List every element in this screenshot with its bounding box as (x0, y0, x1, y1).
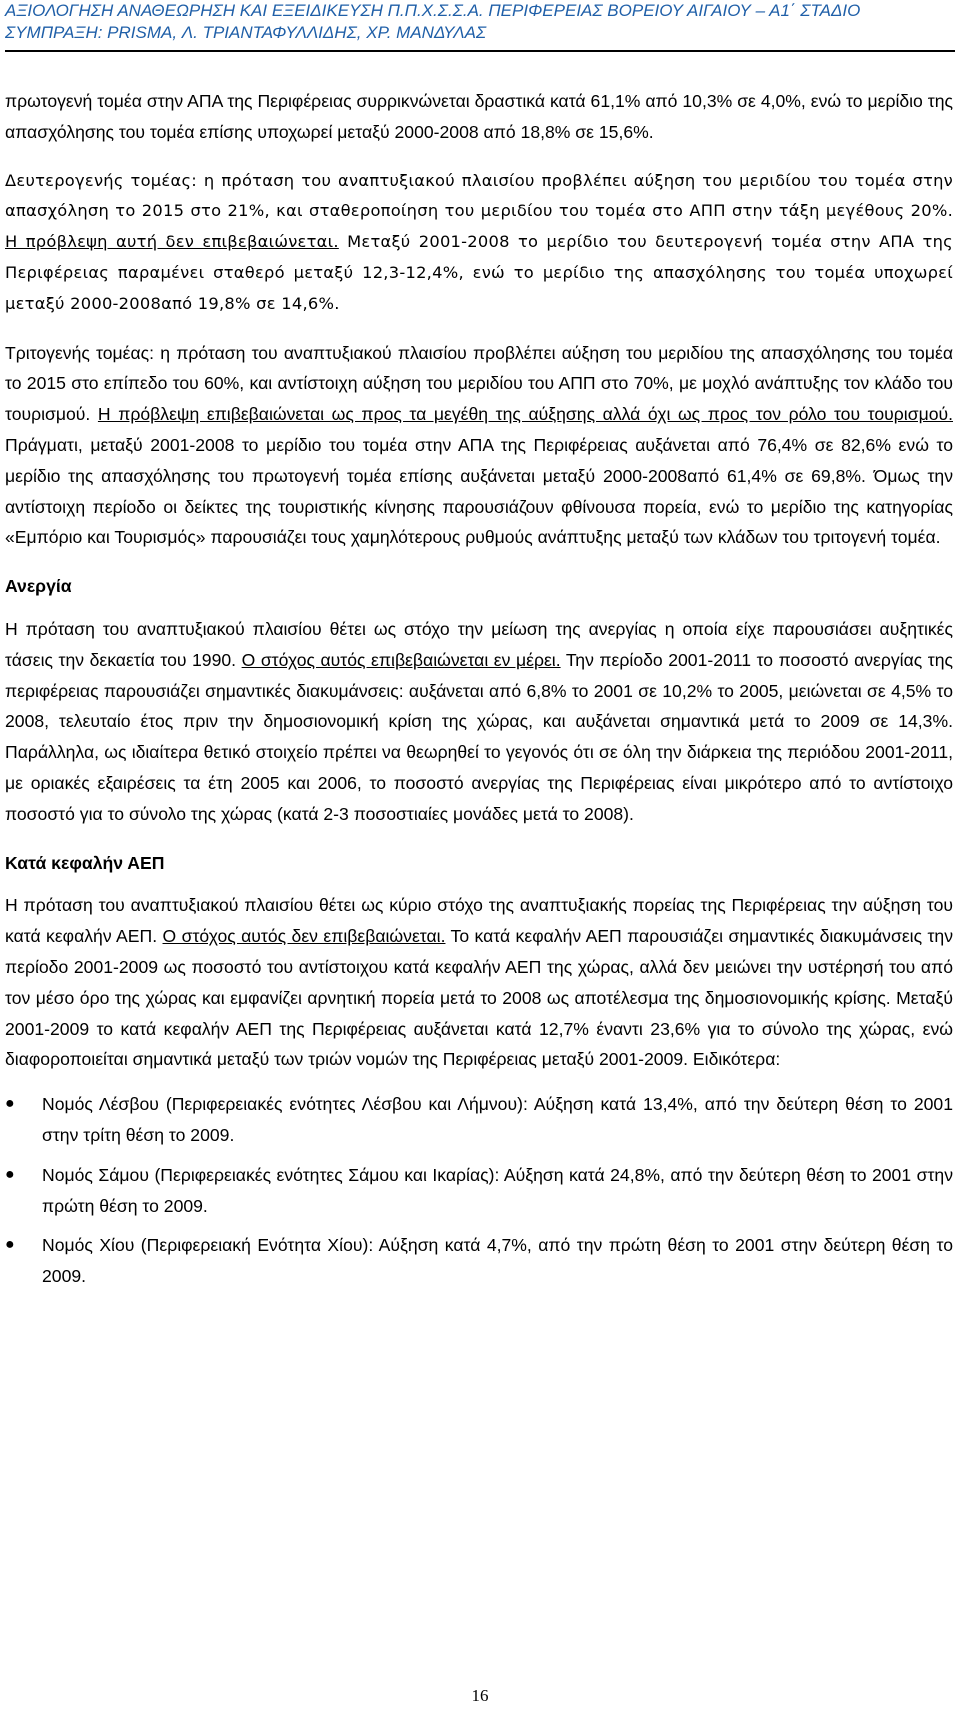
paragraph-text: Τριτογενής τομέας: η πρόταση του αναπτυξιακού πλαισίου προβλέπει αύξηση του μεριδίου της απασχόλησης του τομέα το 2015 στο επίπεδο του 60%, και αντίστοιχη αύξηση του μεριδίου του ΑΠΠ στο 70%, με μοχλό ανάπτυξης τον κλάδο του τουρισμού. (5, 342, 953, 425)
paragraph-text: Μεταξύ 2001-2008 το μερίδιο του δευτερογενή τομέα στην ΑΠΑ της Περιφέρειας παραμένει σταθερό μεταξύ 12,3-12,4%, ενώ το μερίδιο της απασχόλησης του τομέα υποχωρεί μεταξύ 2000-2008από 19,8% σε 14,6%. (5, 232, 953, 313)
paragraph-gdp (5, 890, 953, 1075)
page-number: 16 (471, 1686, 489, 1705)
paragraph-primary-sector (5, 86, 953, 148)
underlined-conclusion: Η πρόβλεψη αυτή δεν επιβεβαιώνεται. (5, 232, 339, 252)
header-title: ΑΞΙΟΛΟΓΗΣΗ ΑΝΑΘΕΩΡΗΣΗ ΚΑΙ ΕΞΕΙΔΙΚΕΥΣΗ Π.Π.Χ.Σ.Σ.Α. ΠΕΡΙΦΕΡΕΙΑΣ ΒΟΡΕΙΟΥ ΑΙΓΑΙΟΥ – Α1΄ ΣΤΑΔΙΟ (5, 1, 861, 20)
section-heading-unemployment: Ανεργία (5, 576, 72, 597)
header-rule (5, 50, 955, 52)
document-body (5, 86, 953, 1301)
bullet-icon: ● (5, 1236, 15, 1254)
paragraph-text: πρωτογενή τομέα στην ΑΠΑ της Περιφέρειας συρρικνώνεται δραστικά κατά 61,1% από 10,3% σε 4,0%, ενώ το μερίδιο της απασχόλησης του τομέα επίσης υποχωρεί μεταξύ 2000-2008 από 18,8% σε 15,6%. (5, 91, 953, 142)
section-heading-gdp: Κατά κεφαλήν ΑΕΠ (5, 852, 165, 873)
bullet-icon: ● (5, 1165, 15, 1183)
paragraph-secondary-sector (5, 166, 953, 320)
paragraph-text: Η πρόταση του αναπτυξιακού πλαισίου θέτει ως κύριο στόχο της αναπτυξιακής πορείας της Περιφέρειας την αύξηση του κατά κεφαλήν ΑΕΠ. (5, 895, 953, 947)
bullet-list (5, 1089, 953, 1292)
paragraph-unemployment (5, 614, 953, 830)
paragraph-text: Πράγματι, μεταξύ 2001-2008 το μερίδιο του τομέα στην ΑΠΑ της Περιφέρειας αυξάνεται από 76,4% σε 82,6% ενώ το μερίδιο της απασχόλησης του πρωτογενή τομέα επίσης αυξάνεται μεταξύ 2000-2008από 61,4% σε 69,8%. Όμως την αντίστοιχη περίοδο οι δείκτες της τουριστικής κίνησης παρουσιάζουν φθίνουσα πορεία, ενώ το μερίδιο της κατηγορίας «Εμπόριο και Τουρισμός» παρουσιάζει τους χαμηλότερους ρυθμούς ανάπτυξης μεταξύ των κλάδων του τριτογενή τομέα. (5, 434, 953, 548)
list-item (5, 1160, 953, 1222)
list-item-text: Νομός Λέσβου (Περιφερειακές ενότητες Λέσβου και Λήμνου): Αύξηση κατά 13,4%, από την δεύτερη θέση το 2001 στην τρίτη θέση το 2009. (42, 1094, 953, 1145)
paragraph-text: Η πρόταση του αναπτυξιακού πλαισίου θέτει ως στόχο την μείωση της ανεργίας η οποία είχε παρουσιάσει αυξητικές τάσεις την δεκαετία του 1990. (5, 618, 953, 670)
list-item-text: Νομός Χίου (Περιφερειακή Ενότητα Χίου): Αύξηση κατά 4,7%, από την πρώτη θέση το 2001 στην δεύτερη θέση το 2009. (42, 1235, 953, 1287)
paragraph-text: Το κατά κεφαλήν ΑΕΠ παρουσιάζει σημαντικές διακυμάνσεις την περίοδο 2001-2009 ως ποσοστό του αντίστοιχου κατά κεφαλήν ΑΕΠ της χώρας, αλλά δεν μειώνει την υστέρησή του από τον μέσο όρο της χώρας και εμφανίζει αρνητική πορεία μετά το 2008 ως αποτέλεσμα της δημοσιονομικής κρίσης. Μεταξύ 2001-2009 το κατά κεφαλήν ΑΕΠ της Περιφέρειας αυξάνεται κατά 12,7% έναντι 23,6% για το σύνολο της χώρας, ενώ διαφοροποιείται σημαντικά μεταξύ των τριών νομών της Περιφέρειας μεταξύ 2001-2009. Ειδικότερα: (5, 926, 953, 1070)
underlined-conclusion: Ο στόχος αυτός δεν επιβεβαιώνεται. (162, 926, 446, 947)
header-authors: ΣΥΜΠΡΑΞΗ: PRISMA, Λ. ΤΡΙΑΝΤΑΦΥΛΛΙΔΗΣ, ΧΡ. ΜΑΝΔΥΛΑΣ (5, 23, 487, 42)
paragraph-tertiary-sector (5, 338, 953, 554)
running-header (5, 0, 955, 44)
list-item-text: Νομός Σάμου (Περιφερειακές ενότητες Σάμου και Ικαρίας): Αύξηση κατά 24,8%, από την δεύτερη θέση το 2001 στην πρώτη θέση το 2009. (42, 1164, 953, 1216)
paragraph-text: Δευτερογενής τομέας: η πρόταση του αναπτυξιακού πλαισίου προβλέπει αύξηση του μεριδίου του τομέα στην απασχόληση το 2015 στο 21%, και σταθεροποίηση του μεριδίου του τομέα στο ΑΠΠ στην τάξη μεγέθους 20%. (5, 170, 953, 221)
list-item (5, 1230, 953, 1292)
underlined-conclusion: Η πρόβλεψη επιβεβαιώνεται ως προς τα μεγέθη της αύξησης αλλά όχι ως προς τον ρόλο του τουρισμού. (97, 404, 953, 425)
list-item (5, 1089, 953, 1151)
underlined-conclusion: Ο στόχος αυτός επιβεβαιώνεται εν μέρει. (241, 649, 561, 670)
paragraph-text: Την περίοδο 2001-2011 το ποσοστό ανεργίας της περιφέρειας παρουσιάζει σημαντικές διακυμάνσεις: αυξάνεται από 6,8% το 2001 σε 10,2% το 2005, μειώνεται σε 4,5% το 2008, τελευταίο έτος πριν την δημοσιονομική κρίση της χώρας, και αυξάνεται σημαντικά μετά το 2009 σε 14,3%. Παράλληλα, ως ιδιαίτερα θετικό στοιχείο πρέπει να θεωρηθεί το γεγονός ότι σε όλη την διάρκεια της περιόδου 2001-2011, με οριακές εξαιρέσεις τα έτη 2005 και 2006, το ποσοστό ανεργίας της Περιφέρειας είναι μικρότερο από το αντίστοιχο ποσοστό για το σύνολο της χώρας (κατά 2-3 ποσοστιαίες μονάδες μετά το 2008). (5, 649, 953, 824)
bullet-icon: ● (5, 1095, 15, 1113)
